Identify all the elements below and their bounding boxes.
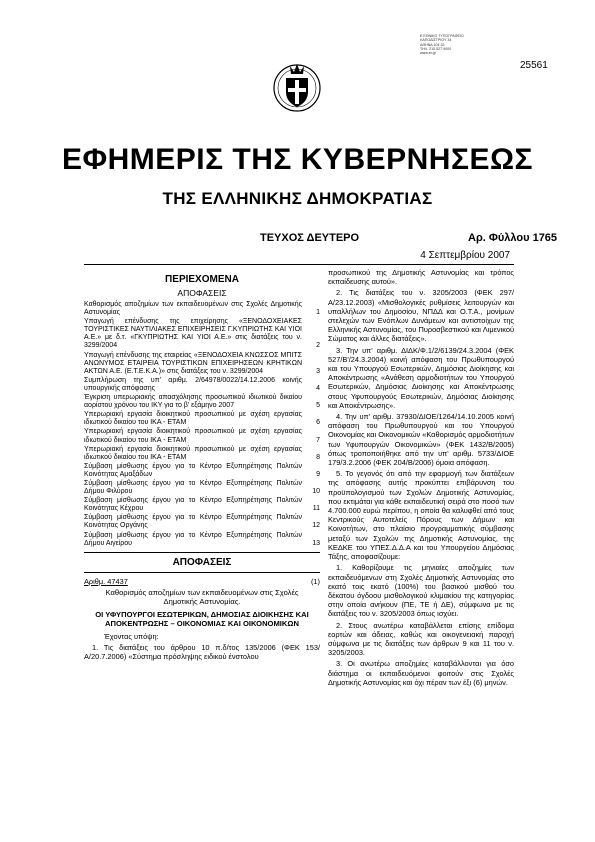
toc-entry-page: 7 <box>316 436 320 444</box>
toc-entry <box>84 446 320 462</box>
publisher-line: Ε.ΕΘΝΙΚΟ ΤΥΠΟΓΡΑΦΕΙΟ <box>420 34 464 38</box>
decision-subject: Καθορισμός αποζημίων των εκπαιδευομένων στις Σχολές Δημοτικής Αστυνομίας. <box>105 587 299 606</box>
sheet-number: Αρ. Φύλλου 1765 <box>468 232 558 244</box>
publisher-line: ΑΘΗΝΑ 104 32 <box>420 42 445 47</box>
toc-entry-page: 5 <box>316 402 320 410</box>
decision-authority: ΟΙ ΥΦΥΠΟΥΡΓΟΙ ΕΣΩΤΕΡΙΚΩΝ, ΔΗΜΟΣΙΑΣ ΔΙΟΙΚΗΣΗΣ ΚΑΙ ΑΠΟΚΕΝΤΡΩΣΗΣ – ΟΙΚΟΝΟΜΙΑΣ ΚΑΙ ΟΙΚΟΝΟΜΙΚΩΝ <box>95 609 309 628</box>
toc-entry-page: 1 <box>316 309 320 317</box>
toc-entry-page: 13 <box>312 539 320 547</box>
toc-subtitle: ΑΠΟΦΑΣΕΙΣ <box>177 288 227 298</box>
decisions-title: ΑΠΟΦΑΣΕΙΣ <box>172 556 232 568</box>
gazette-title: ΕΦΗΜΕΡΙΣ ΤΗΣ ΚΥΒΕΡΝΗΣΕΩΣ <box>61 143 534 176</box>
toc-entry <box>84 514 320 530</box>
toc-entry-text: Σύμβαση μίσθωσης έργου για το Κέντρο Εξυπηρέτησης Πολιτών Κοινότητας Οργάνης <box>84 514 302 530</box>
toc-entry-text: Συμπλήρωση της υπ' αριθμ. 2/64978/0022/14.12.2006 κοινής υπουργικής απόφασης <box>84 376 302 392</box>
decision-ref: (1) <box>310 576 320 586</box>
toc-entry-text: Υπερωριακή εργασία διοικητικού προσωπικού με σχέση εργασίας ιδιωτικού δικαίου του ΙΚΑ - ΕΤΑΜ <box>84 411 302 427</box>
decision-paragraph: προσωπικού της Δημοτικής Αστυνομίας και τρόπος εκπαίδευσης αυτού». <box>328 268 514 287</box>
toc-entry <box>84 352 320 376</box>
toc-entry-page: 2 <box>316 342 320 350</box>
toc-entry-text: Σύμβαση μίσθωσης έργου για το Κέντρο Εξυπηρέτησης Πολιτών Κοινότητας Αμαξάδων <box>84 462 302 478</box>
toc-entry-text: Καθορισμός αποζημίων των εκπαιδευομένων στις Σχολές Δημοτικής Αστυνομίας <box>84 301 302 317</box>
toc-entry-page: 9 <box>316 470 320 478</box>
decision-paragraph: 1. Τις διατάξεις του άρθρου 10 π.δ/τος 135/2006 (ΦΕΚ 153/Α/20.7.2006) «Σύστημα πρόσληψης ειδικού ένστολου <box>84 642 320 662</box>
considering-label: Έχοντας υπόψη: <box>104 631 159 641</box>
toc-entry-page: 12 <box>312 522 320 530</box>
decision-number: Αριθμ. 47437 <box>84 576 128 586</box>
decision-paragraph: 3. Την υπ' αριθμ. ΔΙΔΚ/Φ.1/2/6139/24.3.2004 (ΦΕΚ 527/Β'/24.3.2004) κοινή απόφαση του Πρωθυπουργού και του Υπουργού Εσωτερικών, Δημόσιας Διοίκησης και Αποκέντρωσης «Ανάθεση αρμοδιοτήτων του Υπουργού Εσωτερικών, Δημόσιας Διοίκησης και Αποκέντρωσης στους Υφυπουργούς Εσωτερικών, Δημόσιας Διοίκησης και Αποκέντρωσης». <box>328 345 514 410</box>
toc-entry <box>84 377 320 393</box>
section-divider <box>84 572 320 573</box>
toc-entry-text: Υπαγωγή επένδυσης της επιχείρησης «ΞΕΝΟΔΟΧΕΙΑΚΕΣ ΤΟΥΡΙΣΤΙΚΕΣ ΝΑΥΤΙΛΙΑΚΕΣ ΕΠΙΧΕΙΡΗΣΕΙΣ Γ.ΚΥΠΡΙΩΤΗΣ ΚΑΙ ΥΙΟΙ Α.Ε.» με δ.τ. «ΓΚΥΠΡΙΩΤΗΣ ΚΑΙ ΥΙΟΙ Α.Ε.» στις διατάξεις του ν. 3299/2004 <box>84 318 302 350</box>
toc-entry-page: 11 <box>312 505 320 513</box>
decision-paragraph: 5. Το γεγονός ότι από την εφαρμογή των διατάξεων της απόφασης αυτής προκύπτει επιβάρυνση του προϋπολογισμού των Σχολών Δημοτικής Αστυνομίας, που εκτιμάται για κάθε εκπαιδευτική σειρά στο ποσό των 4.700.000 ευρώ περίπου, η οποία θα καλυφθεί από τους Κεντρικούς Αυτοτελείς Πόρους των Δήμων και Κοινοτήτων, στο πλαίσιο προγραμματικής σύμβασης μεταξύ των Σχολών της Δημοτικής Αστυνομίας, της ΚΕΔΚΕ του ΥΠΕΣ.Δ.Δ.Α και του Υπουργείου Δημόσιας Τάξης, αποφασίζουμε: <box>328 469 514 562</box>
decision-paragraph: 3. Οι ανωτέρω αποζημίες καταβάλλονται για όσο διάστημα οι εκπαιδευόμενοι φοιτούν στις Σχολές Δημοτικής Αστυνομίας και όχι πέραν των έξι (6) μηνών. <box>328 659 514 687</box>
toc-entry <box>84 480 320 496</box>
toc-entry-text: Υπαγωγή επένδυσης της εταιρείας «ΞΕΝΟΔΟΧΕΙΑ ΚΝΩΣΣΟΣ ΜΠΙΤΣ ΑΝΩΝΥΜΟΣ ΕΤΑΙΡΕΙΑ ΤΟΥΡΙΣΤΙΚΩΝ ΕΠΙΧΕΙΡΗΣΕΩΝ ΚΡΗΤΙΚΩΝ ΑΚΤΩΝ Α.Ε. (Ε.Τ.Ε.Κ.Α.)» στις διατάξεις του ν. 3299/2004 <box>84 351 302 375</box>
toc-entry-text: Σύμβαση μίσθωσης έργου για το Κέντρο Εξυπηρέτησης Πολιτών Δήμου Αιγείρου <box>84 531 302 547</box>
decision-paragraph: 2. Στους ανωτέρω καταβάλλεται επίσης επίδομα εορτών και άδειας, καθώς και οικογενειακή παροχή σύμφωνα με τις διατάξεις των άρθρων 9 και 11 του ν. 3205/2003. <box>328 620 514 658</box>
publisher-line: ΚΑΠΟΔΙΣΤΡΙΟΥ 34 <box>420 38 452 43</box>
toc-title: ΠΕΡΙΕΧΟΜΕΝΑ <box>165 274 239 285</box>
toc-entry-text: Έγκριση υπερωριακής απασχόλησης προσωπικού ιδιωτικού δικαίου αορίστου χρόνου του ΙΚΥ για το β' εξάμηνο 2007 <box>84 394 302 410</box>
toc-entry-page: 4 <box>316 384 320 392</box>
issue-date: 4 Σεπτεμβρίου 2007 <box>420 250 510 261</box>
left-column <box>84 268 320 663</box>
toc-entry-page: 6 <box>316 419 320 427</box>
publisher-info <box>420 34 500 55</box>
toc-entry <box>84 532 320 548</box>
right-column <box>328 268 514 689</box>
section-divider <box>84 552 320 553</box>
toc-entry <box>84 394 320 410</box>
publisher-line: www.et.gr <box>420 51 436 56</box>
toc-entry <box>84 497 320 513</box>
publisher-line: ΤΗΛ. 210 527 9000 <box>420 46 452 51</box>
greek-coat-of-arms-icon <box>272 60 322 114</box>
header-divider <box>84 264 514 265</box>
toc-list <box>84 301 320 548</box>
toc-entry <box>84 428 320 444</box>
issue-series: ΤΕΥΧΟΣ ΔΕΥΤΕΡΟ <box>260 232 360 244</box>
toc-entry-page: 8 <box>316 453 320 461</box>
toc-entry-text: Σύμβαση μίσθωσης έργου για το Κέντρο Εξυπηρέτησης Πολιτών Κοινότητας Κέχρου <box>84 497 302 513</box>
toc-entry-page: 10 <box>312 488 320 496</box>
gazette-subtitle: ΤΗΣ ΕΛΛΗΝΙΚΗΣ ΔΗΜΟΚΡΑΤΙΑΣ <box>162 189 433 208</box>
decision-paragraph: 2. Τις διατάξεις του ν. 3205/2003 (ΦΕΚ 297/Α/23.12.2003) «Μισθολογικές ρυθμίσεις λειτουργών και υπαλλήλων του Δημοσίου, ΝΠΔΔ και Ο.Τ.Α., μονίμων στελεχών των Ενόπλων Δυνάμεων και αντιστοίχων της Ελληνικής Αστυνομίας, του Πυροσβεστικού και Λιμενικού Σώματος και άλλες διατάξεις». <box>328 288 514 344</box>
decision-header <box>84 577 320 586</box>
toc-entry <box>84 411 320 427</box>
toc-entry-text: Υπερωριακή εργασία διοικητικού προσωπικού με σχέση εργασίας ιδιωτικού δικαίου του ΙΚΑ - ΕΤΑΜ <box>84 428 302 444</box>
toc-entry <box>84 301 320 317</box>
decision-paragraph: 1. Καθορίζουμε τις μηνιαίες αποζημίες των εκπαιδευόμενων στη Σχολές Δημοτικής Αστυνομίας στο εκατό τοις εκατό (100%) του βασικού μισθού του δέκατου όγδοου μισθολογικού κλιμακίου της κατηγορίας στην οποία ανήκουν (ΠΕ, ΤΕ ή ΔΕ), σύμφωνα με τις διατάξεις του ν. 3205/2003 όπως ισχύει. <box>328 563 514 619</box>
toc-entry-page: 3 <box>316 367 320 375</box>
toc-entry <box>84 463 320 479</box>
page-number: 25561 <box>520 60 548 71</box>
toc-entry-text: Υπερωριακή εργασία διοικητικού προσωπικού με σχέση εργασίας ιδιωτικού δικαίου του ΙΚΑ - ΕΤΑΜ <box>84 445 302 461</box>
toc-entry-text: Σύμβαση μίσθωσης έργου για το Κέντρο Εξυπηρέτησης Πολιτών Δήμου Φιλύρου <box>84 479 302 496</box>
toc-entry <box>84 318 320 350</box>
decision-paragraph: 4. Την υπ' αριθμ. 37930/ΔΙΟΕ/1264/14.10.2005 κοινή απόφαση του Πρωθυπουργού και του Υπουργού Οικονομίας και Οικονομικών «Καθορισμός αρμοδιοτήτων των Υφυπουργών Οικονομικών» (ΦΕΚ 1432/Β/2005) όπως τροποποιήθηκε από την υπ' αριθμ. 5733/ΔΙΟΕ 179/3.2.2006 (ΦΕΚ 204/Β/2006) όμοια απόφαση. <box>328 412 514 468</box>
